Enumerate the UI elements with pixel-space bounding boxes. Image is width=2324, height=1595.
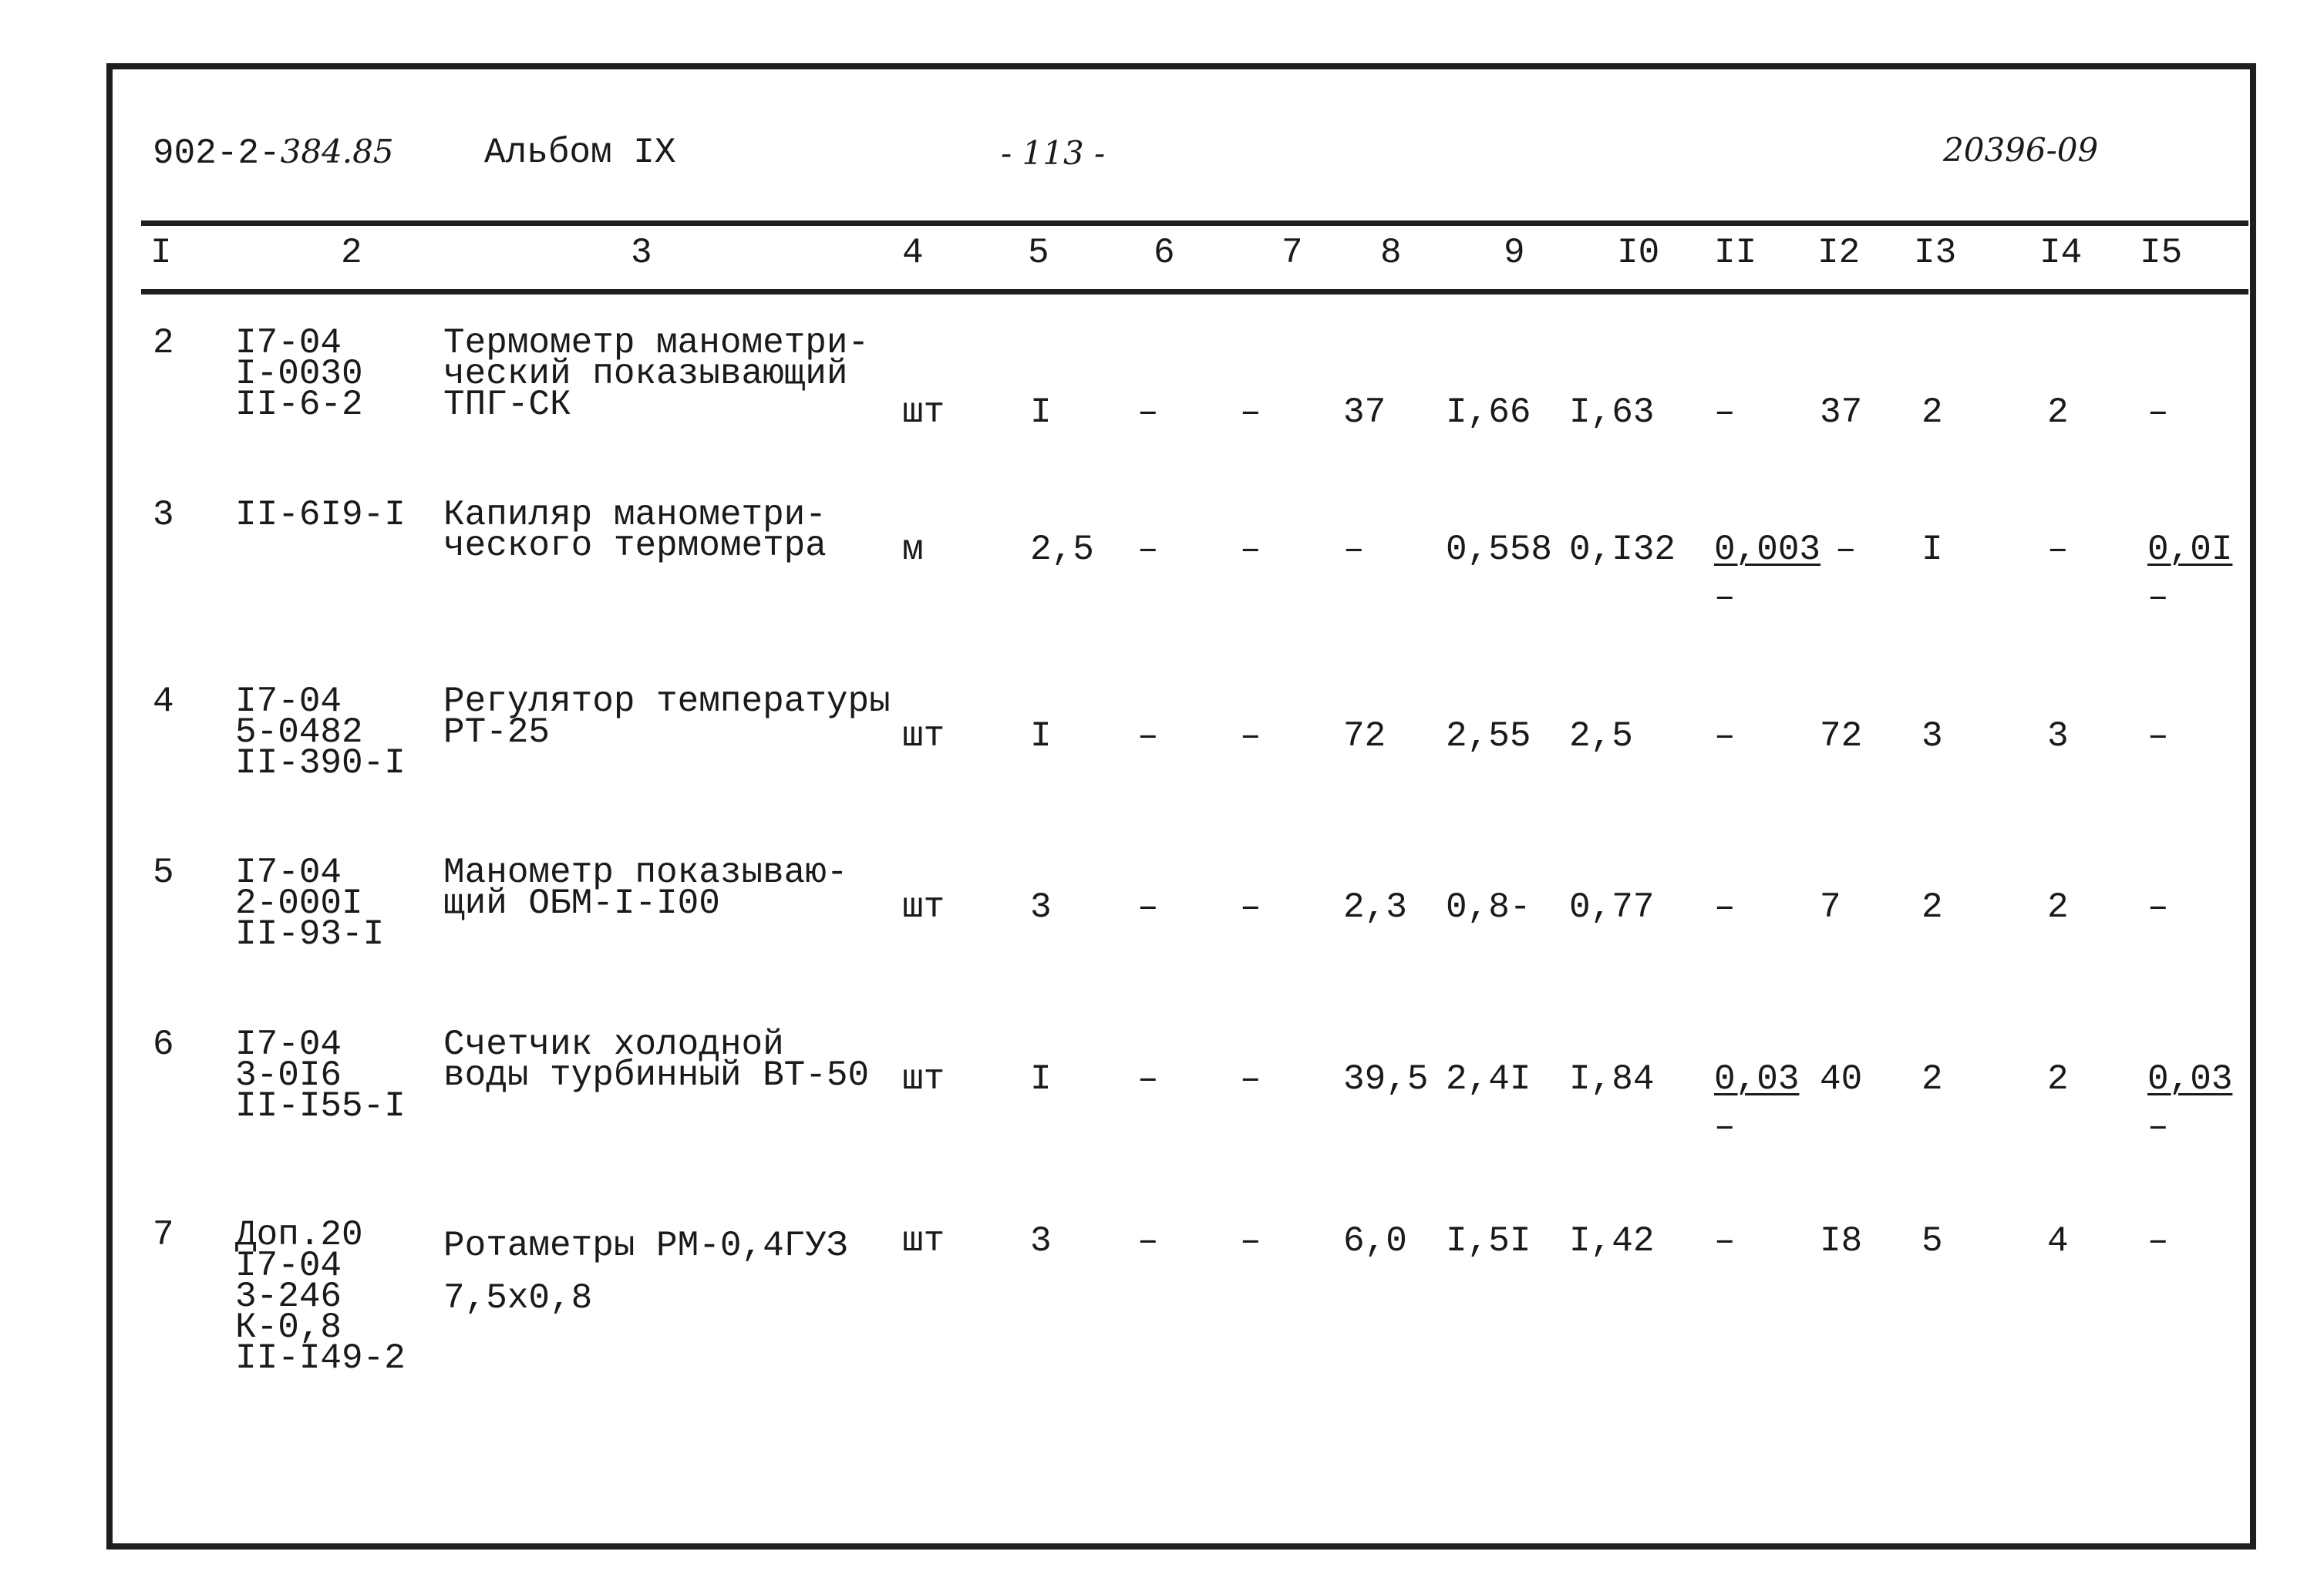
row-number: 4 xyxy=(153,681,174,722)
col-15-fraction-top: 0,0I xyxy=(2147,530,2233,570)
col-8: 2,3 xyxy=(1343,887,1407,927)
unit: м xyxy=(902,530,924,570)
col-14: 2 xyxy=(2047,392,2069,432)
col-15: – xyxy=(2147,887,2169,927)
col-11: – xyxy=(1714,716,1736,756)
document-code: 20396-09 xyxy=(1943,131,2099,169)
column-header: 6 xyxy=(1154,233,1175,273)
column-header: I xyxy=(150,233,172,273)
col-5: 3 xyxy=(1030,887,1052,927)
col-15-fraction-bottom: – xyxy=(2147,577,2169,617)
col-11-fraction-top: 0,03 xyxy=(1714,1059,1800,1099)
column-header: I5 xyxy=(2140,233,2183,273)
item-code: II-6I9-I xyxy=(235,495,406,535)
col-8: – xyxy=(1343,530,1365,570)
column-header: I4 xyxy=(2039,233,2083,273)
col-6: – xyxy=(1137,530,1159,570)
col-7: – xyxy=(1240,1221,1261,1261)
col-11: – xyxy=(1714,887,1736,927)
col-5: I xyxy=(1030,392,1052,432)
col-12: I8 xyxy=(1820,1221,1863,1261)
col-14: 3 xyxy=(2047,716,2069,756)
item-name: Ротаметры РМ-0,4ГУЗ 7,5х0,8 xyxy=(443,1226,848,1318)
col-6: – xyxy=(1137,392,1159,432)
item-name: Капиляр манометри- ческого термометра xyxy=(443,495,827,566)
col-15: – xyxy=(2147,716,2169,756)
col-15-fraction-bottom: – xyxy=(2147,1107,2169,1147)
col-5: 3 xyxy=(1030,1221,1052,1261)
page-frame xyxy=(106,63,2256,1550)
col-15 xyxy=(2147,530,2233,617)
col-15 xyxy=(2147,1059,2233,1147)
column-header: 9 xyxy=(1504,233,1525,273)
item-code: I7-04 2-000I II-93-I xyxy=(235,853,385,954)
col-6: – xyxy=(1137,1059,1159,1099)
col-15: – xyxy=(2147,1221,2169,1261)
column-header: 7 xyxy=(1282,233,1303,273)
col-13: 2 xyxy=(1922,887,1943,927)
col-9: I,66 xyxy=(1446,392,1531,432)
item-name: Счетчик холодной воды турбинный ВТ-50 xyxy=(443,1025,870,1095)
col-9: 0,8- xyxy=(1446,887,1531,927)
unit: шт xyxy=(902,1059,945,1099)
col-7: – xyxy=(1240,887,1261,927)
header-top-rule xyxy=(141,220,2248,226)
item-code: I7-04 5-0482 II-390-I xyxy=(235,681,406,783)
col-10: 0,I32 xyxy=(1569,530,1676,570)
row-number: 7 xyxy=(153,1215,174,1255)
col-8: 72 xyxy=(1343,716,1386,756)
col-10: I,84 xyxy=(1569,1059,1655,1099)
col-9: 0,558 xyxy=(1446,530,1553,570)
col-11 xyxy=(1714,1059,1800,1147)
col-7: – xyxy=(1240,530,1261,570)
col-13: 3 xyxy=(1922,716,1943,756)
doc-number-handwritten: 384.85 xyxy=(280,133,394,170)
col-7: – xyxy=(1240,1059,1261,1099)
col-8: 39,5 xyxy=(1343,1059,1429,1099)
album-title: Альбом IX xyxy=(484,133,676,173)
col-15-fraction-top: 0,03 xyxy=(2147,1059,2233,1099)
column-header: I0 xyxy=(1617,233,1660,273)
col-7: – xyxy=(1240,392,1261,432)
row-number: 3 xyxy=(153,495,174,535)
item-name: Манометр показываю- щий ОБМ-I-I00 xyxy=(443,853,848,924)
col-9: I,5I xyxy=(1446,1221,1531,1261)
item-name: Регулятор температуры РТ-25 xyxy=(443,681,891,752)
col-11-fraction-top: 0,003 xyxy=(1714,530,1821,570)
column-header: 3 xyxy=(631,233,652,273)
item-code: Доп.20 I7-04 3-246 К-0,8 II-I49-2 xyxy=(235,1215,406,1378)
col-6: – xyxy=(1137,887,1159,927)
col-14: 4 xyxy=(2047,1221,2069,1261)
unit: шт xyxy=(902,392,945,432)
col-5: I xyxy=(1030,1059,1052,1099)
col-13: 5 xyxy=(1922,1221,1943,1261)
col-12: 37 xyxy=(1820,392,1863,432)
unit: шт xyxy=(902,887,945,927)
col-11: – xyxy=(1714,392,1736,432)
col-10: 2,5 xyxy=(1569,716,1633,756)
item-name: Термометр манометри- ческий показывающий ТПГ-СК xyxy=(443,323,870,425)
col-9: 2,55 xyxy=(1446,716,1531,756)
col-13: I xyxy=(1922,530,1943,570)
col-8: 37 xyxy=(1343,392,1386,432)
row-number: 5 xyxy=(153,853,174,893)
column-header: II xyxy=(1714,233,1757,273)
col-5: 2,5 xyxy=(1030,530,1094,570)
col-6: – xyxy=(1137,716,1159,756)
column-header: 4 xyxy=(902,233,924,273)
col-13: 2 xyxy=(1922,1059,1943,1099)
col-10: I,63 xyxy=(1569,392,1655,432)
col-12: 40 xyxy=(1820,1059,1863,1099)
col-14: 2 xyxy=(2047,887,2069,927)
col-8: 6,0 xyxy=(1343,1221,1407,1261)
item-code: I7-04 I-0030 II-6-2 xyxy=(235,323,363,425)
col-10: 0,77 xyxy=(1569,887,1655,927)
column-header: I2 xyxy=(1817,233,1861,273)
col-11-fraction-bottom: – xyxy=(1714,1107,1736,1147)
col-6: – xyxy=(1137,1221,1159,1261)
doc-number xyxy=(153,133,394,173)
col-12: 72 xyxy=(1820,716,1863,756)
page-number: - 113 - xyxy=(1001,134,1106,172)
col-7: – xyxy=(1240,716,1261,756)
doc-number-printed: 902-2- xyxy=(153,133,281,173)
col-9: 2,4I xyxy=(1446,1059,1531,1099)
col-11: – xyxy=(1714,1221,1736,1261)
column-header: 2 xyxy=(341,233,362,273)
col-10: I,42 xyxy=(1569,1221,1655,1261)
column-header: 5 xyxy=(1028,233,1049,273)
col-13: 2 xyxy=(1922,392,1943,432)
item-code: I7-04 3-0I6 II-I55-I xyxy=(235,1025,406,1126)
col-12: – xyxy=(1835,530,1857,570)
row-number: 6 xyxy=(153,1025,174,1065)
header-bottom-rule xyxy=(141,289,2248,294)
col-14: – xyxy=(2047,530,2069,570)
unit: шт xyxy=(902,1221,945,1261)
col-11 xyxy=(1714,530,1821,617)
col-11-fraction-bottom: – xyxy=(1714,577,1736,617)
row-number: 2 xyxy=(153,323,174,363)
column-header: I3 xyxy=(1914,233,1957,273)
unit: шт xyxy=(902,716,945,756)
col-5: I xyxy=(1030,716,1052,756)
column-header: 8 xyxy=(1380,233,1402,273)
col-14: 2 xyxy=(2047,1059,2069,1099)
col-15: – xyxy=(2147,392,2169,432)
col-12: 7 xyxy=(1820,887,1841,927)
